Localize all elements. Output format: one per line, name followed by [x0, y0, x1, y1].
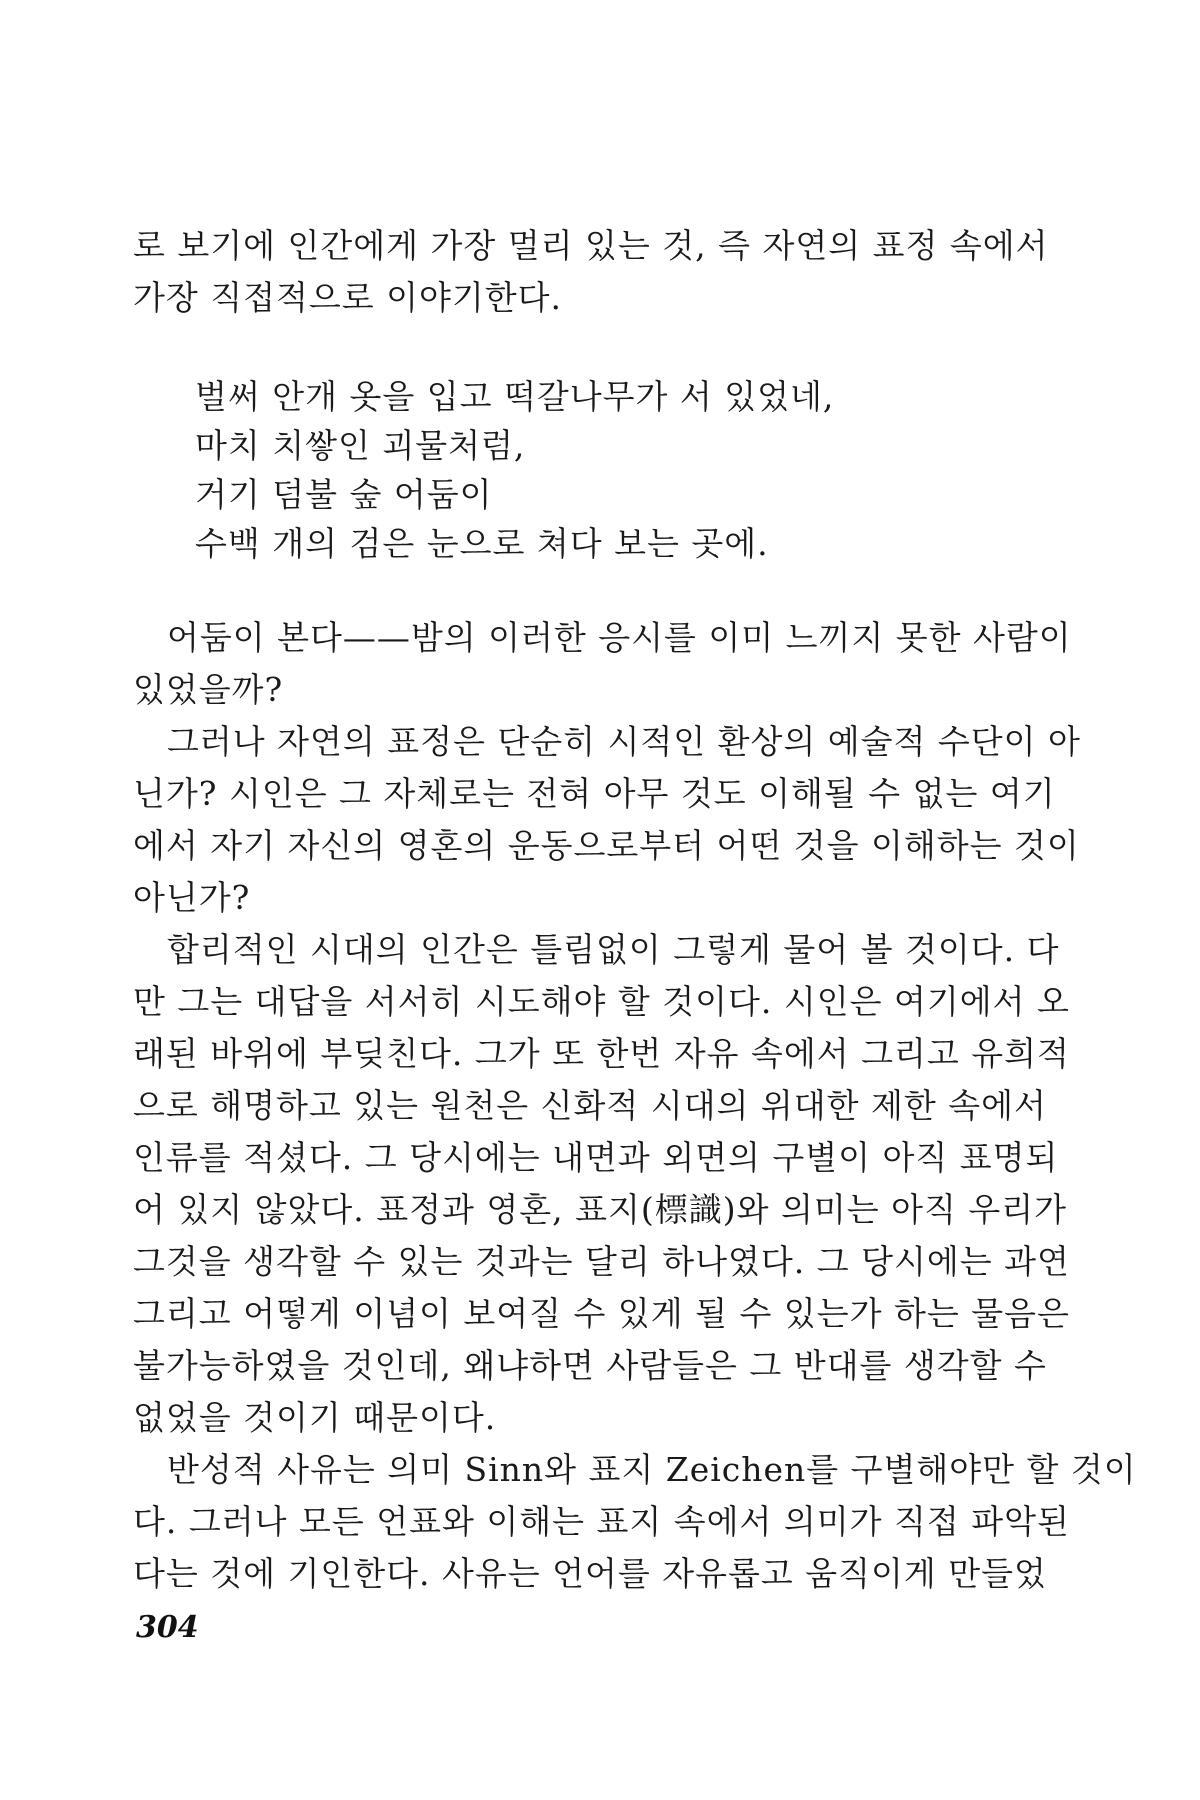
poem-line: 벌써 안개 옷을 입고 떡갈나무가 서 있었네,: [195, 377, 835, 416]
text-line: 에서 자기 자신의 영혼의 운동으로부터 어떤 것을 이해하는 것이: [133, 826, 1080, 865]
text-line: 어 있지 않았다. 표정과 영혼, 표지(標識)와 의미는 아직 우리가: [133, 1190, 1067, 1229]
text-line: 닌가? 시인은 그 자체로는 전혀 아무 것도 이해될 수 없는 여기: [133, 774, 1056, 813]
text-line: 아닌가?: [133, 878, 251, 917]
text-line: 합리적인 시대의 인간은 틀림없이 그렇게 물어 볼 것이다. 다: [167, 930, 1060, 969]
text-line: 반성적 사유는 의미 Sinn와 표지 Zeichen를 구별해야만 할 것이: [167, 1450, 1137, 1489]
text-line: 있었을까?: [133, 670, 284, 709]
text-line: 가장 직접적으로 이야기한다.: [133, 278, 563, 317]
text-line: 만 그는 대답을 서서히 시도해야 할 것이다. 시인은 여기에서 오: [133, 982, 1070, 1021]
text-line: 인류를 적셨다. 그 당시에는 내면과 외면의 구별이 아직 표명되: [133, 1138, 1059, 1177]
poem-line: 거기 덤불 숲 어둠이: [195, 475, 493, 514]
poem-line: 수백 개의 검은 눈으로 쳐다 보는 곳에.: [195, 524, 769, 563]
text-line: 래된 바위에 부딪친다. 그가 또 한번 자유 속에서 그리고 유희적: [133, 1034, 1070, 1073]
text-line: 그러나 자연의 표정은 단순히 시적인 환상의 예술적 수단이 아: [167, 722, 1081, 761]
text-line: 로 보기에 인간에게 가장 멀리 있는 것, 즉 자연의 표정 속에서: [133, 226, 1049, 265]
intro-paragraph: [133, 220, 1049, 324]
text-line: 다는 것에 기인한다. 사유는 언어를 자유롭고 움직이게 만들었: [133, 1554, 1047, 1593]
page-number: 304: [136, 1610, 199, 1645]
text-line: 어둠이 본다——밤의 이러한 응시를 이미 느끼지 못한 사람이: [167, 618, 1072, 657]
text-line: 그리고 어떻게 이념이 보여질 수 있게 될 수 있는가 하는 물음은: [133, 1294, 1070, 1333]
body-text: [133, 612, 1137, 1600]
text-line: 그것을 생각할 수 있는 것과는 달리 하나였다. 그 당시에는 과연: [133, 1242, 1070, 1281]
text-line: 없었을 것이기 때문이다.: [133, 1398, 497, 1437]
poem-quote: [195, 372, 895, 568]
poem-line: 마치 치쌓인 괴물처럼,: [195, 426, 526, 465]
text-line: 다. 그러나 모든 언표와 이해는 표지 속에서 의미가 직접 파악된: [133, 1502, 1070, 1541]
text-line: 불가능하였을 것인데, 왜냐하면 사람들은 그 반대를 생각할 수: [133, 1346, 1047, 1385]
text-line: 으로 해명하고 있는 원천은 신화적 시대의 위대한 제한 속에서: [133, 1086, 1047, 1125]
